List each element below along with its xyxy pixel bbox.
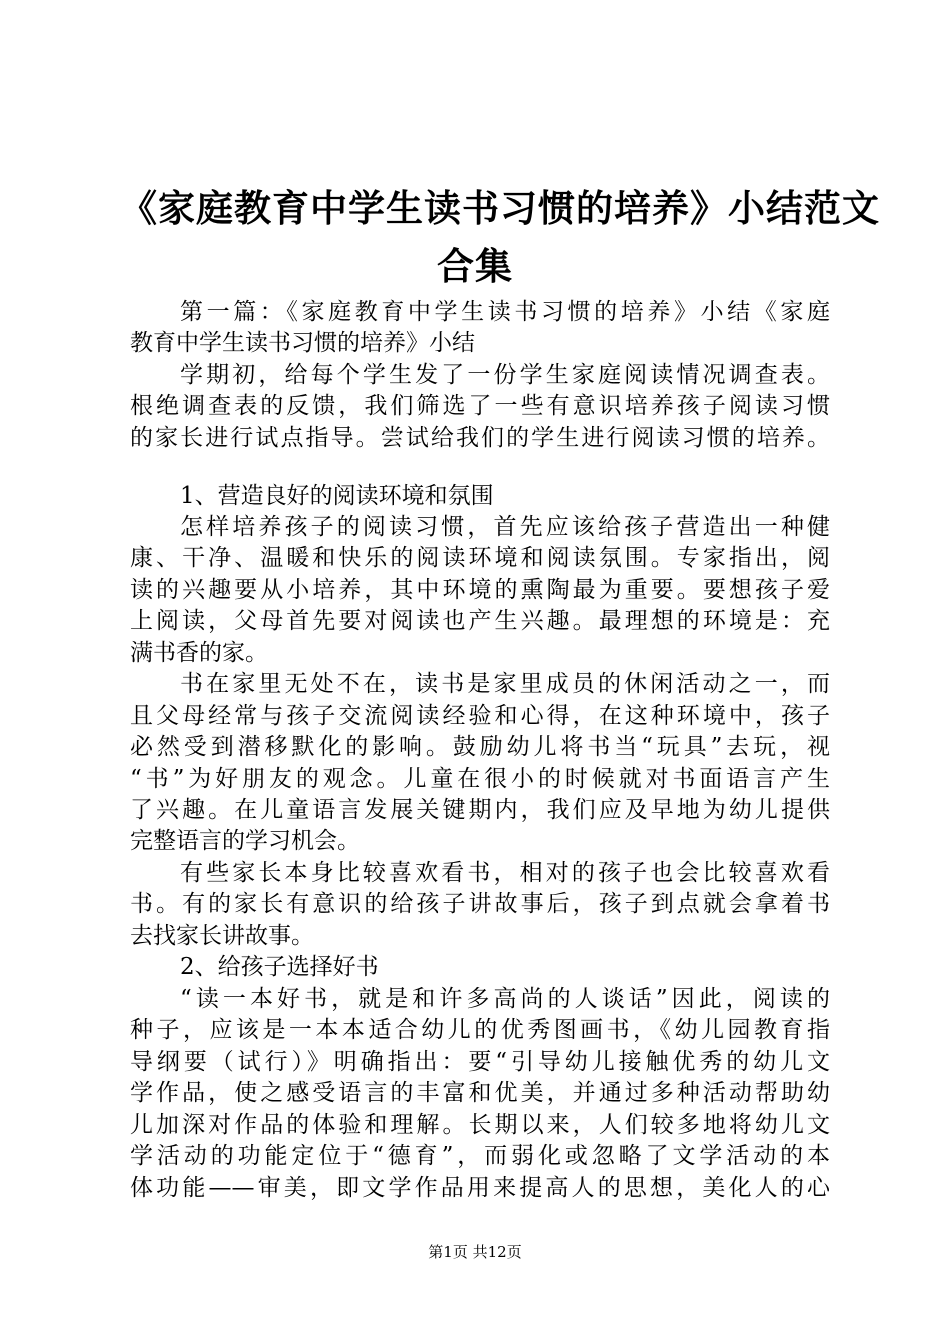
paragraph-line: 有些家长本身比较喜欢看书，相对的孩子也会比较喜欢看 bbox=[180, 860, 830, 886]
paragraph-line: 读的兴趣要从小培养，其中环境的熏陶最为重要。要想孩子爱 bbox=[130, 577, 830, 603]
paragraph-line: 完整语言的学习机会。 bbox=[130, 828, 360, 854]
document-title-line-2: 合集 bbox=[437, 244, 513, 288]
paragraph-line: 书。有的家长有意识的给孩子讲故事后，孩子到点就会拿着书 bbox=[130, 891, 830, 917]
document-title-line-1: 《家庭教育中学生读书习惯的培养》小结范文 bbox=[120, 186, 880, 230]
paragraph-line: 学作品，使之感受语言的丰富和优美，并通过多种活动帮助幼 bbox=[130, 1080, 830, 1106]
paragraph-line: 必然受到潜移默化的影响。鼓励幼儿将书当“玩具”去玩，视 bbox=[130, 734, 830, 760]
paragraph-line: 的家长进行试点指导。尝试给我们的学生进行阅读习惯的培养。 bbox=[130, 425, 830, 451]
paragraph-line: 书在家里无处不在，读书是家里成员的休闲活动之一，而 bbox=[180, 671, 830, 697]
paragraph-line: 教育中学生读书习惯的培养》小结 bbox=[130, 330, 475, 356]
paragraph-line: 且父母经常与孩子交流阅读经验和心得，在这种环境中，孩子 bbox=[130, 703, 830, 729]
paragraph-line: 第一篇：《家庭教育中学生读书习惯的培养》小结《家庭 bbox=[180, 299, 830, 325]
paragraph-line: 学活动的功能定位于“德育”，而弱化或忽略了文学活动的本 bbox=[130, 1143, 830, 1169]
paragraph-line: “读一本好书，就是和许多高尚的人谈话”因此，阅读的 bbox=[180, 986, 830, 1012]
section-heading: 2、给孩子选择好书 bbox=[180, 954, 379, 980]
paragraph-line: 儿加深对作品的体验和理解。长期以来，人们较多地将幼儿文 bbox=[130, 1112, 830, 1138]
paragraph-line: 去找家长讲故事。 bbox=[130, 923, 314, 949]
paragraph-line: 了兴趣。在儿童语言发展关键期内，我们应及早地为幼儿提供 bbox=[130, 797, 830, 823]
paragraph-line: 根绝调查表的反馈，我们筛选了一些有意识培养孩子阅读习惯 bbox=[130, 393, 830, 419]
paragraph-line: 上阅读，父母首先要对阅读也产生兴趣。最理想的环境是：充 bbox=[130, 608, 830, 634]
paragraph-line: 导纲要（试行）》明确指出：要“引导幼儿接触优秀的幼儿文 bbox=[130, 1049, 830, 1075]
page-number-footer: 第1页 共12页 bbox=[428, 1243, 522, 1261]
paragraph-line: 种子，应该是一本本适合幼儿的优秀图画书，《幼儿园教育指 bbox=[130, 1017, 830, 1043]
section-heading: 1、营造良好的阅读环境和氛围 bbox=[180, 483, 494, 509]
paragraph-line: 康、干净、温暖和快乐的阅读环境和阅读氛围。专家指出，阅 bbox=[130, 545, 830, 571]
paragraph-line: 满书香的家。 bbox=[130, 640, 268, 666]
paragraph-line: 怎样培养孩子的阅读习惯，首先应该给孩子营造出一种健 bbox=[180, 514, 830, 540]
paragraph-line: 学期初，给每个学生发了一份学生家庭阅读情况调查表。 bbox=[180, 362, 830, 388]
paragraph-line: “书”为好朋友的观念。儿童在很小的时候就对书面语言产生 bbox=[130, 766, 830, 792]
paragraph-line: 体功能——审美，即文学作品用来提高人的思想，美化人的心 bbox=[130, 1175, 830, 1201]
